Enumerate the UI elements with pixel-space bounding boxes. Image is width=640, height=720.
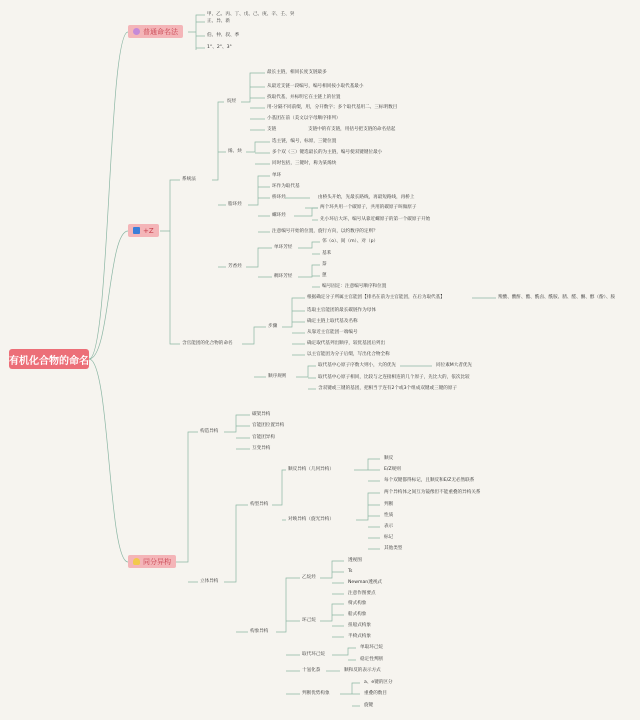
single-ring-item: 基苯	[322, 251, 332, 256]
functional-group-naming-label: 含官能团的化合物的命名	[182, 341, 233, 346]
spiro-item: 两个环共用一个碳原子，共用的碳原子叫做原子	[320, 205, 417, 210]
cyclohexane-item: 半椅式构象	[348, 634, 371, 639]
root-topic[interactable]: 有机化合物的命名	[9, 349, 89, 369]
optical-item: 两个异构体之间互为镜像但不能重叠的异构关系	[384, 490, 481, 495]
alkane-label: 烷烃	[227, 99, 237, 104]
fused-ring-item: 蒽	[322, 273, 327, 278]
decalin-note: 顺和反的表示方式	[344, 668, 381, 673]
sequence-rule: 含双键或三键的基团，把相当于连有2个或3个组成双键或三键的原子	[318, 386, 458, 391]
priority-sequence: 羧酸、酸酐、酯、酰卤、酰胺、腈、醛、酮、醇（酚）、胺	[498, 295, 616, 300]
cyclohexane-item: 扭船式构象	[348, 623, 371, 628]
structural-isomer-item: 互变异构	[252, 446, 271, 451]
flask-icon	[133, 558, 140, 565]
sequence-rule: 取代基中心原子相同，比较与之连接相连的几个原子，先比大的，依次比较	[318, 375, 470, 380]
optical-item: 其他类型	[384, 546, 403, 551]
geometric-item: E/Z规则	[384, 467, 401, 472]
bridged-note: 由桥头开始，先最长路线，再最短路线，再桥上	[318, 195, 415, 200]
cyclo-item: 单环	[272, 173, 282, 178]
configuration-isomer-label: 构型异构	[250, 502, 269, 507]
common-item: 甲、乙、丙、丁、戊、己、庚、辛、壬、癸	[207, 12, 295, 17]
stereo-isomer-label: 立体异构	[200, 579, 219, 584]
step-item: 确定取代基列出顺序，较优基团后列出	[307, 341, 386, 346]
blue-square-icon	[133, 227, 140, 234]
structural-isomer-item: 官能团异构	[252, 435, 275, 440]
system-method-label: 系统法	[182, 177, 196, 182]
structural-isomer-item: 碳架异构	[252, 412, 271, 417]
sequence-rule-note: 同位素M大者优先	[436, 363, 473, 368]
ethane-item: 注意作图要点	[348, 591, 376, 596]
single-ring-label: 单环芳烃	[274, 245, 293, 250]
conformation-judge-item: 重叠的数目	[364, 691, 387, 696]
conformation-isomer-label: 构象异构	[250, 629, 269, 634]
optical-item: 性质	[384, 513, 394, 518]
aromatic-label: 芳香烃	[228, 264, 242, 269]
fused-ring-label: 稠环芳烃	[274, 274, 293, 279]
optical-item: 判断	[384, 502, 394, 507]
substituted-item: 稳定性判断	[360, 657, 383, 662]
alkene-rule: 多个双（三）键选最长的为主链，编号使双键键位最小	[272, 150, 383, 155]
common-naming-header[interactable]	[128, 25, 183, 38]
common-item: 正、异、新	[207, 19, 230, 24]
sequence-rule: 取代基中心原子序数大则小，大的优先	[318, 363, 397, 368]
optical-item: 标记	[384, 535, 394, 540]
isomerism-header[interactable]	[128, 555, 176, 568]
alkane-rule: 最长主链，相同长度支链最多	[267, 70, 327, 75]
conformation-judge-item: a、e键的区分	[364, 680, 393, 685]
fused-ring-item: 萘	[322, 262, 327, 267]
cyclohexane-item: 椅式构象	[348, 601, 367, 606]
spiro-label: 螺环烃	[272, 213, 286, 218]
alkane-rule: 从最近支链一段编号，编号相同按小取代基最小	[267, 84, 364, 89]
branch-label: 支链	[267, 127, 277, 132]
steps-label: 步骤	[268, 324, 278, 329]
fused-ring-item: 编号固定：注意编号顺序和位置	[322, 284, 387, 289]
alkene-rule: 选主链，编号，标原，三键位置	[272, 139, 337, 144]
alkene-label: 烯、炔	[228, 149, 242, 154]
bridged-label: 桥环烃	[272, 195, 286, 200]
alkane-rule: 用-分隔不同前缀，用，分开数字；多个取代基用二、三标明数目	[267, 105, 398, 110]
cyclo-item: 环作为取代基	[272, 184, 300, 189]
alkane-rule: 小基团在前（美文以字母顺序排列）	[267, 116, 341, 121]
geometric-item: 顺反	[384, 456, 394, 461]
iupac-header[interactable]	[128, 224, 159, 237]
alkene-rule: 同时包括，三键时，称为某烯炔	[272, 161, 337, 166]
cyclohexane-label: 环己烷	[302, 618, 316, 623]
substituted-cyclohexane-label: 取代环己烷	[302, 652, 325, 657]
spiro-item: 先小环后大环，编号从靠近螺原子的第一个碳原子开始	[320, 217, 431, 222]
single-ring-item: 邻（o）、间（m）、对（p）	[322, 239, 379, 244]
cyclo-label: 脂环烃	[228, 202, 242, 207]
ethane-item: 透视图	[348, 558, 362, 563]
geometric-item: 每个双键都得标记，且顺反和E/Z无必然联系	[384, 478, 475, 483]
structural-isomer-label: 构造异构	[200, 429, 219, 434]
isomerism-title: 同分异构	[143, 557, 171, 566]
optical-isomer-label: 对映异构（旋光异构）	[288, 517, 334, 522]
common-item: 伯、仲、叔、季	[207, 33, 240, 38]
common-naming-title: 普通命名法	[143, 27, 178, 36]
sequence-rules-label: 顺序规则	[268, 374, 287, 379]
preferred-conformation-label: 判断优势构象	[302, 691, 330, 696]
ethane-item: Newman透视式	[348, 580, 383, 585]
step-item: 选取主官能团的最长碳链作为母体	[307, 308, 376, 313]
step-item: 确定主链上取代基及名称	[307, 319, 358, 324]
step-item: 从靠近主官能团一端编号	[307, 330, 358, 335]
cyclohexane-item: 船式构象	[348, 612, 367, 617]
conformation-judge-item: 旋键	[364, 703, 374, 708]
structural-isomer-item: 官能团位置异构	[252, 423, 285, 428]
ethane-item: Ts	[348, 569, 353, 574]
step-item: 根据确定分子所属主官能团【排名在前为主官能团，在后为取代基】	[307, 295, 445, 300]
common-item: 1°、2°、3°	[207, 45, 232, 50]
star-badge-icon	[133, 28, 140, 35]
optical-item: 表示	[384, 524, 394, 529]
ethane-label: 乙烷烃	[302, 575, 316, 580]
iupac-title: +Z	[143, 226, 154, 235]
cyclo-note: 注意编号开始的位置，旋行方向，以约数序的定则？	[272, 229, 378, 234]
alkane-rule: 找取代基，并标明它在主链上的位置	[267, 95, 341, 100]
geometric-isomer-label: 顺反异构（几何异构）	[288, 467, 334, 472]
step-item: 以主官能团为分子后缀，写出化合物全称	[307, 352, 390, 357]
branch-note: 支链中的有支链，用括号把支链的命名括起	[308, 127, 396, 132]
substituted-item: 单取环己烷	[360, 645, 383, 650]
decalin-label: 十氢化萘	[302, 668, 321, 673]
